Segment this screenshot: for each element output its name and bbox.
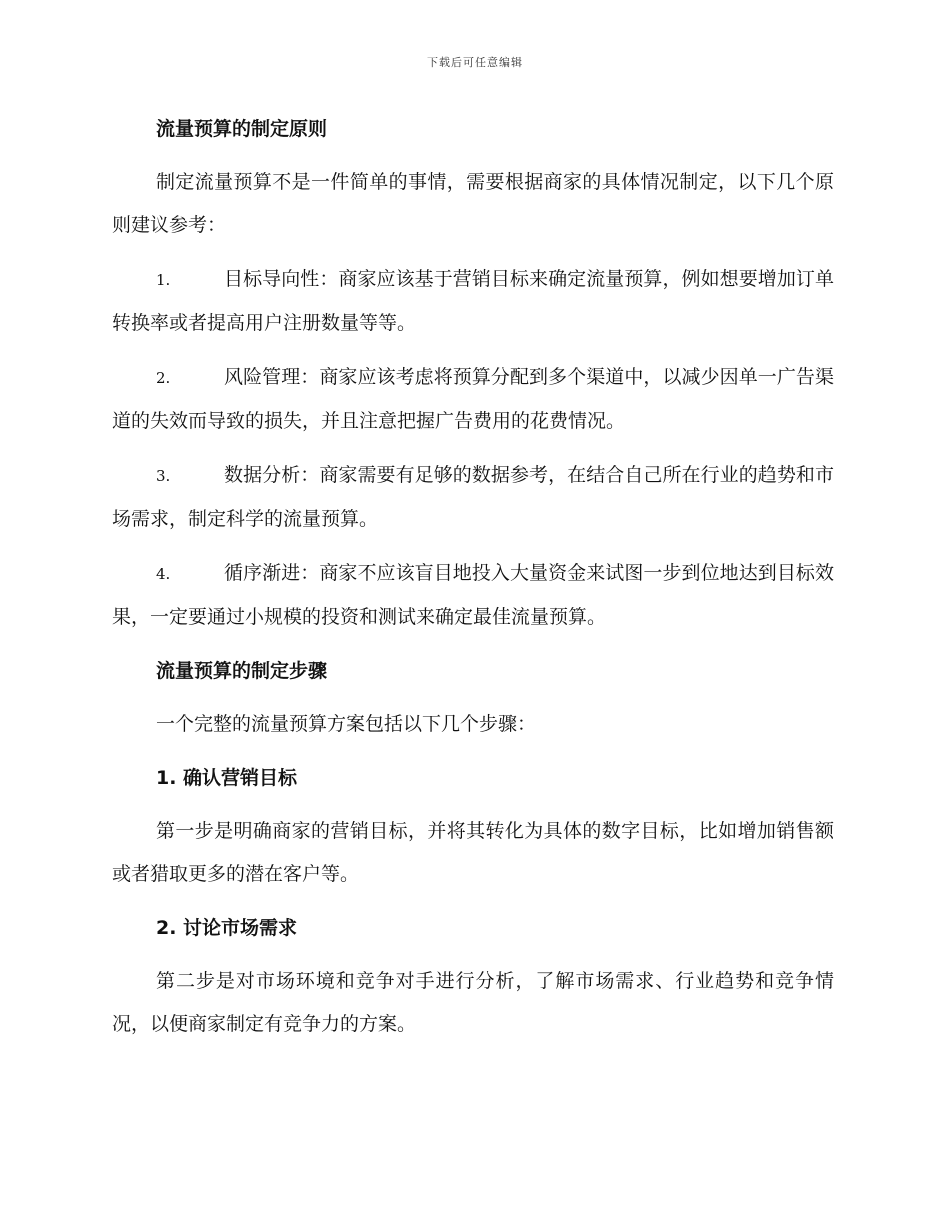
list-item [112, 454, 834, 541]
section-heading-principles: 流量预算的制定原则 [156, 118, 328, 140]
document-body [112, 108, 834, 1057]
list-item [112, 258, 834, 345]
list-item-number: 2. [156, 369, 171, 387]
step-heading-1: 1. 确认营销目标 [156, 767, 298, 789]
list-item [112, 356, 834, 443]
list-item-text: 目标导向性：商家应该基于营销目标来确定流量预算，例如想要增加订单转换率或者提高用户注册数量等等。 [112, 268, 834, 334]
list-item-number: 1. [156, 271, 171, 289]
paragraph-step-1: 第一步是明确商家的营销目标，并将其转化为具体的数字目标，比如增加销售额或者猎取更多的潜在客户等。 [112, 820, 834, 885]
list-item-text: 数据分析：商家需要有足够的数据参考，在结合自己所在行业的趋势和市场需求，制定科学的流量预算。 [112, 464, 834, 530]
step-heading-2: 2. 讨论市场需求 [156, 917, 298, 939]
page-header: 下载后可任意编辑 [427, 56, 523, 69]
list-item-number: 4. [156, 565, 171, 583]
section-heading-steps: 流量预算的制定步骤 [156, 660, 328, 682]
paragraph-principles-intro: 制定流量预算不是一件简单的事情，需要根据商家的具体情况制定，以下几个原则建议参考： [112, 171, 834, 236]
list-item-number: 3. [156, 467, 171, 485]
list-item-text: 风险管理：商家应该考虑将预算分配到多个渠道中，以减少因单一广告渠道的失效而导致的损失，并且注意把握广告费用的花费情况。 [112, 366, 834, 432]
list-item [112, 552, 834, 639]
paragraph-steps-intro: 一个完整的流量预算方案包括以下几个步骤： [156, 713, 537, 735]
paragraph-step-2: 第二步是对市场环境和竞争对手进行分析，了解市场需求、行业趋势和竞争情况，以便商家制定有竞争力的方案。 [112, 970, 834, 1035]
list-item-text: 循序渐进：商家不应该盲目地投入大量资金来试图一步到位地达到目标效果，一定要通过小规模的投资和测试来确定最佳流量预算。 [112, 562, 834, 628]
